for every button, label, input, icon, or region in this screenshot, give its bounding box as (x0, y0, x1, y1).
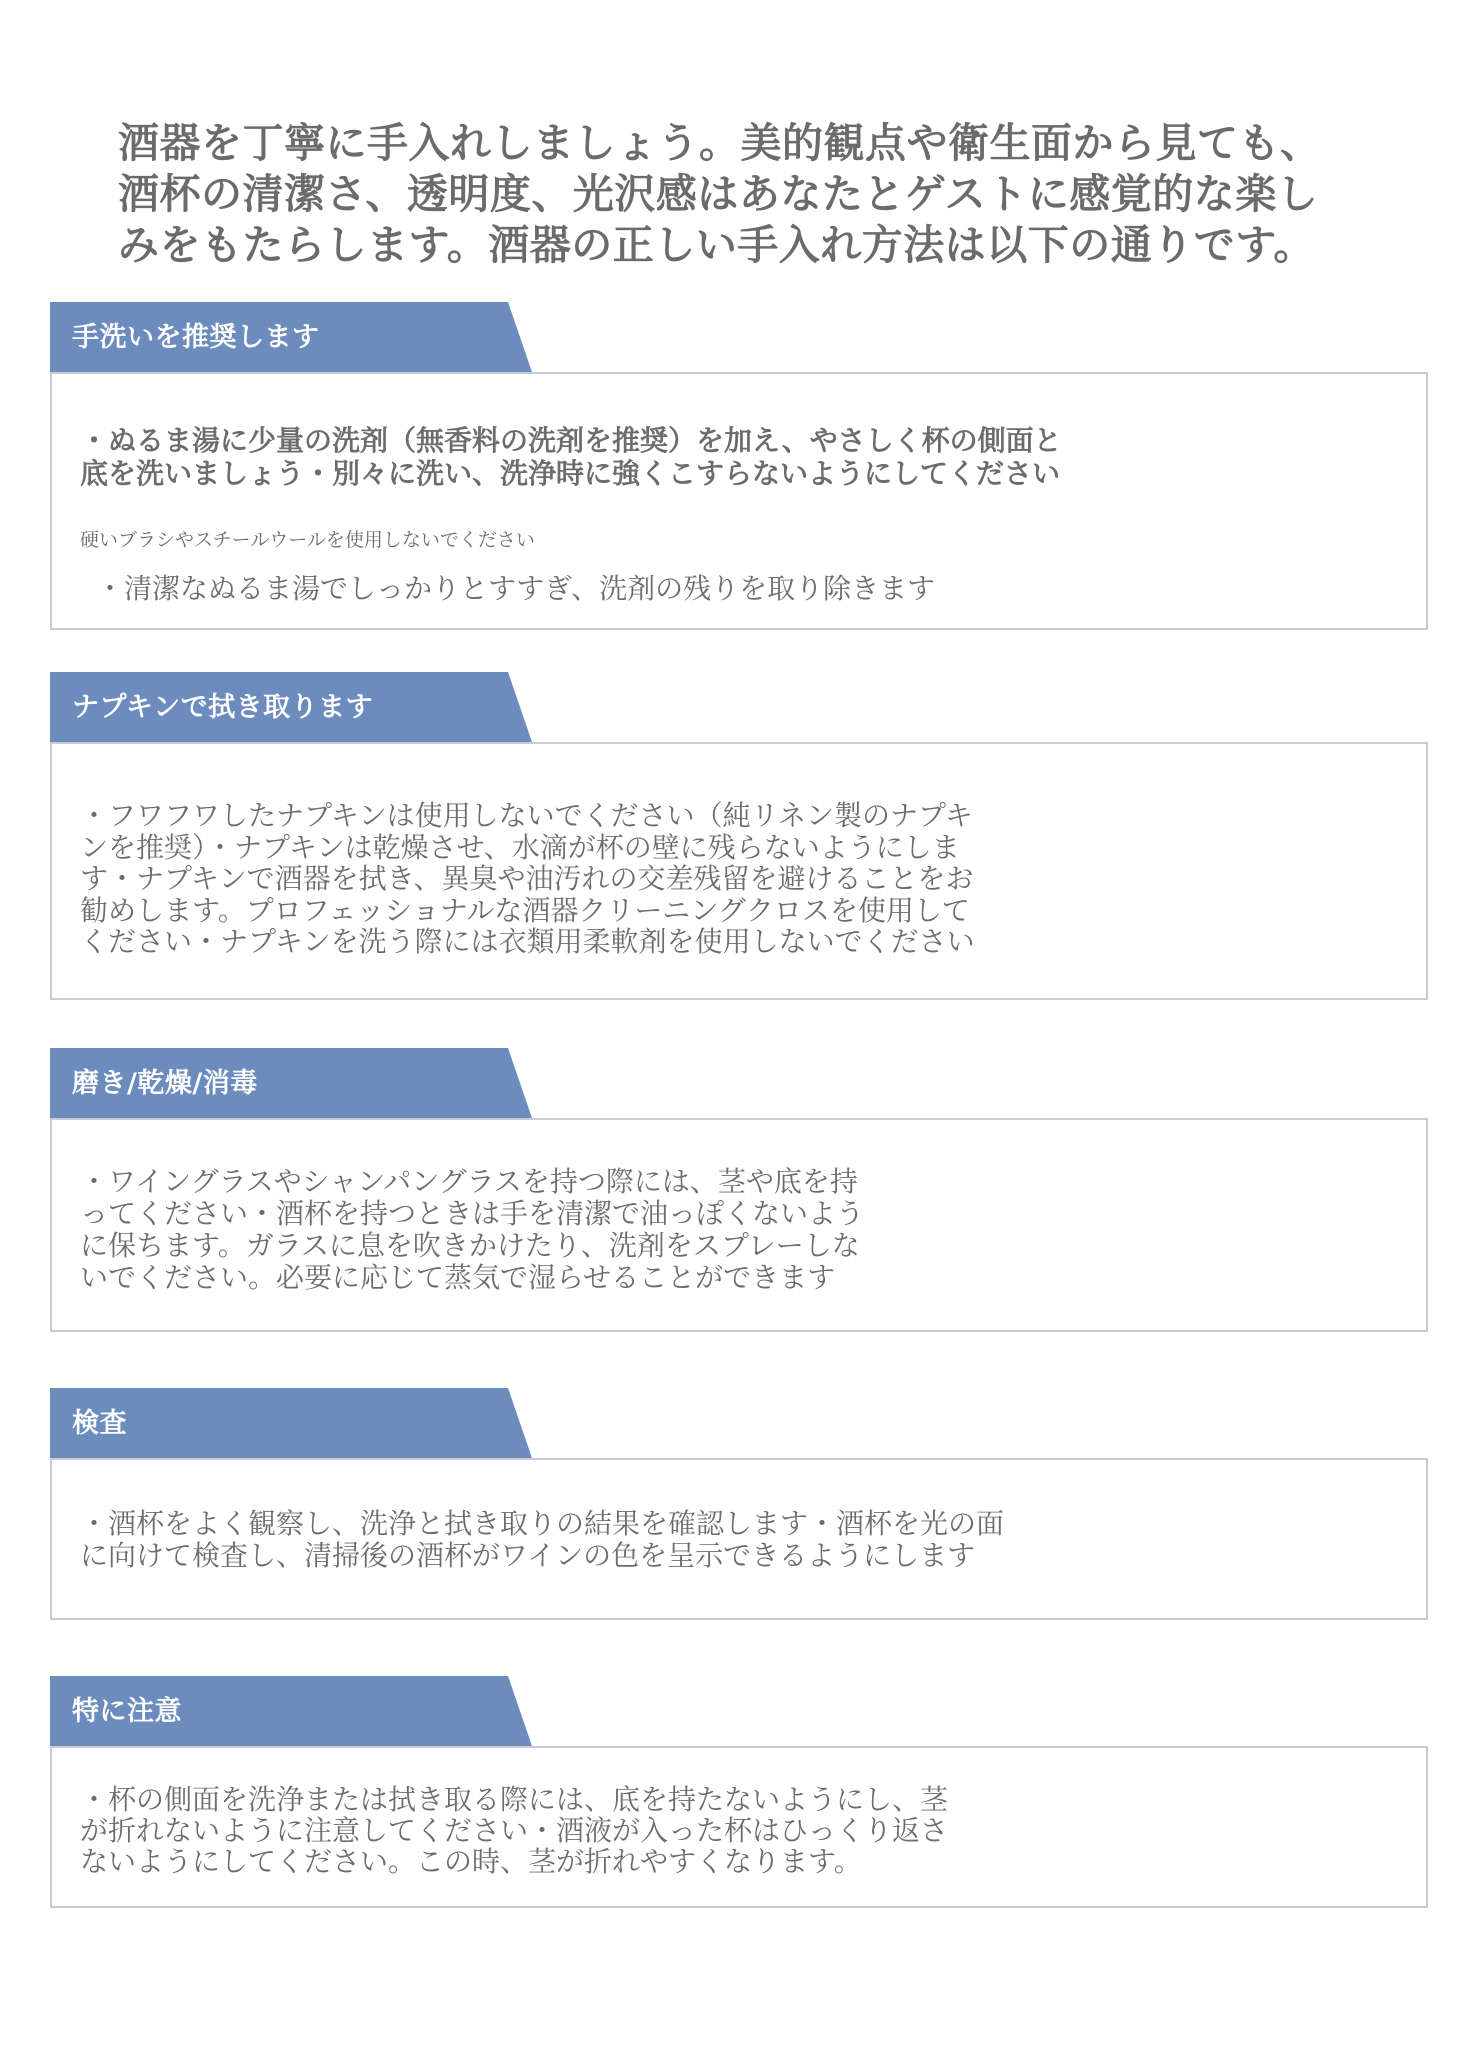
body-line: ください・ナプキンを洗う際には衣類用柔軟剤を使用しないでください (80, 925, 975, 958)
body-line: に向けて検査し、清掃後の酒杯がワインの色を呈示できるようにします (80, 1539, 976, 1572)
body-line: ・ワイングラスやシャンパングラスを持つ際には、茎や底を持 (80, 1165, 858, 1198)
body-line: が折れないように注意してください・酒液が入った杯はひっくり返さ (80, 1814, 949, 1847)
section-special-caution (50, 1676, 1430, 1908)
body-line: す・ナプキンで酒器を拭き、異臭や油汚れの交差残留を避けることをお (80, 862, 974, 895)
section-napkin-wipe (50, 672, 1430, 1002)
section-box (50, 372, 1428, 630)
section-box (50, 1118, 1428, 1332)
section-title: 手洗いを推奨します (72, 322, 320, 353)
section-hand-wash (50, 302, 1430, 632)
intro-line: みをもたらします。酒器の正しい手入れ方法は以下の通りです。 (118, 221, 1315, 269)
intro-line: 酒器を丁寧に手入れしましょう。美的観点や衛生面から見ても、 (118, 119, 1322, 167)
section-title: 磨き/乾燥/消毒 (72, 1068, 258, 1099)
section-box (50, 742, 1428, 1000)
body-line: ンを推奨）・ナプキンは乾燥させ、水滴が杯の壁に残らないようにしま (80, 830, 960, 864)
body-line: ・杯の側面を洗浄または拭き取る際には、底を持たないようにし、茎 (80, 1783, 949, 1816)
body-line: ・フワフワしたナプキンは使用しないでください（純リネン製のナプキ (80, 799, 973, 832)
section-title: 検査 (72, 1408, 127, 1439)
section-body (80, 1166, 864, 1294)
section-box (50, 1458, 1428, 1620)
body-line: いでください。必要に応じて蒸気で湿らせることができます (80, 1261, 836, 1294)
section-body (80, 1784, 948, 1877)
intro-line: 酒杯の清潔さ、透明度、光沢感はあなたとゲストに感覚的な楽し (118, 170, 1319, 218)
section-extra: ・清潔なぬるま湯でしっかりとすすぎ、洗剤の残りを取り除きます (96, 572, 936, 605)
section-body (80, 424, 1062, 490)
section-body (80, 1508, 1004, 1572)
section-box (50, 1746, 1428, 1908)
body-line: ・酒杯をよく観察し、洗浄と拭き取りの結果を確認します・酒杯を光の面 (80, 1507, 1005, 1540)
section-title: 特に注意 (72, 1696, 182, 1727)
body-line: 底を洗いましょう・別々に洗い、洗浄時に強くこすらないようにしてください (80, 457, 1061, 490)
body-line: に保ちます。ガラスに息を吹きかけたり、洗剤をスプレーしな (80, 1229, 860, 1262)
body-line: ないようにしてください。この時、茎が折れやすくなります。 (80, 1845, 862, 1878)
section-polish-dry-disinfect (50, 1048, 1430, 1334)
section-title: ナプキンで拭き取ります (72, 692, 374, 723)
intro-text (118, 118, 1408, 271)
body-line: ってください・酒杯を持つときは手を清潔で油っぽくないよう (80, 1197, 865, 1230)
section-body (80, 800, 975, 958)
section-note: 硬いブラシやスチールウールを使用しないでください (80, 529, 535, 551)
body-line: ・ぬるま湯に少量の洗剤（無香料の洗剤を推奨）を加え、やさしく杯の側面と (80, 424, 1062, 457)
section-inspection (50, 1388, 1430, 1620)
body-line: 勧めします。プロフェッショナルな酒器クリーニングクロスを使用して (80, 893, 970, 927)
